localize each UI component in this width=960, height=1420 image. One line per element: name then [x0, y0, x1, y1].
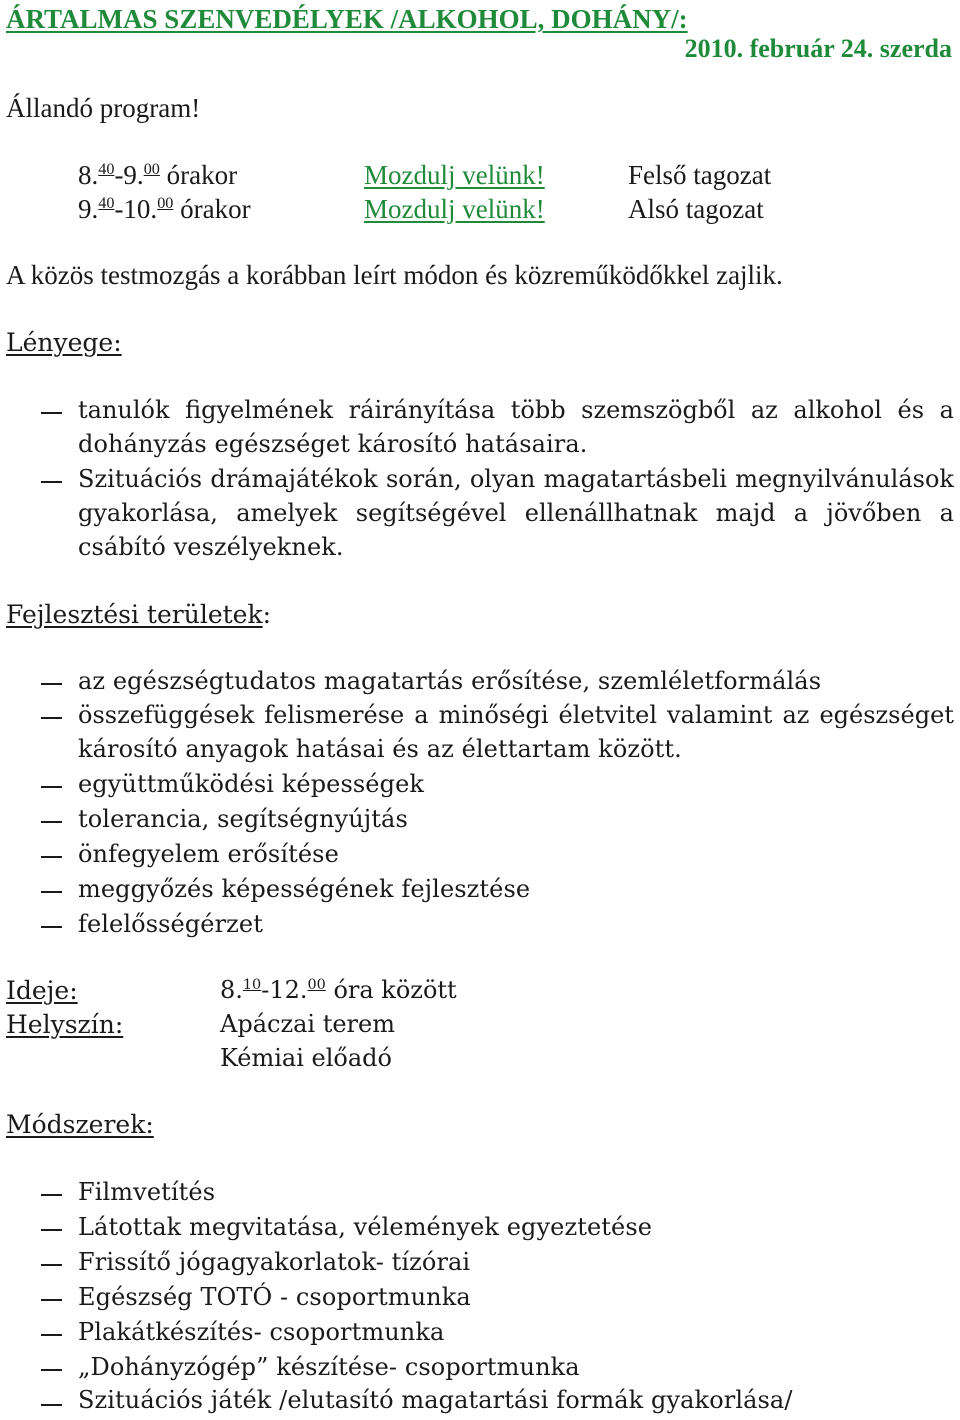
essence-heading: Lényege:	[6, 328, 122, 357]
methods-item: Egészség TOTÓ - csoportmunka	[78, 1283, 471, 1311]
location-line-1: Apáczai terem	[220, 1010, 395, 1038]
methods-item: „Dohányzógép” készítése- csoportmunka	[78, 1353, 580, 1381]
development-item-1: az egészségtudatos magatartás erősítése, szemléletformálás	[78, 667, 822, 695]
development-item: tolerancia, segítségnyújtás	[78, 805, 408, 833]
development-item: együttműködési képességek	[78, 770, 425, 798]
dash-bullet	[41, 1229, 62, 1231]
standing-program-label: Állandó program!	[6, 93, 201, 123]
dash-bullet	[41, 481, 62, 483]
development-item-2-line-1: összefüggések felismerése a minőségi életvitel valamint az egészséget	[78, 701, 954, 729]
development-heading: Fejlesztési területek:	[6, 600, 272, 629]
schedule-activity-link-1[interactable]: Mozdulj velünk!	[364, 160, 545, 190]
dash-bullet	[41, 821, 62, 823]
development-item: meggyőzés képességének fejlesztése	[78, 875, 531, 903]
dash-bullet	[41, 891, 62, 893]
dash-bullet	[41, 926, 62, 928]
dash-bullet	[41, 786, 62, 788]
dash-bullet	[41, 1299, 62, 1301]
essence-item-1-line-1: tanulók figyelmének ráirányítása több szemszögből az alkohol és a	[78, 396, 954, 424]
dash-bullet	[41, 683, 62, 685]
methods-item: Filmvetítés	[78, 1178, 216, 1206]
dash-bullet	[41, 717, 62, 719]
time-label: Ideje:	[6, 976, 78, 1005]
schedule-time-2: 9.40-10.00 órakor	[78, 194, 251, 224]
methods-item: Plakátkészítés- csoportmunka	[78, 1318, 445, 1346]
dash-bullet	[41, 1334, 62, 1336]
location-line-2: Kémiai előadó	[220, 1044, 392, 1072]
essence-item-1-line-2: dohányzás egészséget károsító hatásaira.	[78, 430, 588, 458]
dash-bullet	[41, 1194, 62, 1196]
essence-item-2-line-2: gyakorlása, amelyek segítségével ellenállhatnak majd a jövőben a	[78, 499, 954, 527]
methods-item: Látottak megvitatása, vélemények egyeztetése	[78, 1213, 653, 1241]
time-value: 8.10-12.00 óra között	[220, 976, 457, 1004]
dash-bullet	[41, 856, 62, 858]
schedule-group-1: Felső tagozat	[628, 160, 772, 190]
methods-item: Frissítő jógagyakorlatok- tízórai	[78, 1248, 471, 1276]
dash-bullet	[41, 412, 62, 414]
dash-bullet	[41, 1404, 62, 1406]
essence-item-2-line-3: csábító veszélyeknek.	[78, 533, 344, 561]
methods-heading: Módszerek:	[6, 1110, 154, 1139]
page-title: ÁRTALMAS SZENVEDÉLYEK /ALKOHOL, DOHÁNY/:	[6, 4, 688, 34]
development-item: felelősségérzet	[78, 910, 263, 938]
event-date: 2010. február 24. szerda	[684, 34, 952, 63]
dash-bullet	[41, 1264, 62, 1266]
schedule-activity-link-2[interactable]: Mozdulj velünk!	[364, 194, 545, 224]
dash-bullet	[41, 1369, 62, 1371]
location-label: Helyszín:	[6, 1010, 124, 1039]
schedule-time-1: 8.40-9.00 órakor	[78, 160, 238, 190]
development-item-2-line-2: károsító anyagok hatásai és az élettartam között.	[78, 735, 682, 763]
methods-item: Szituációs játék /elutasító magatartási formák gyakorlása/	[78, 1386, 793, 1414]
schedule-group-2: Alsó tagozat	[628, 194, 764, 224]
together-note: A közös testmozgás a korábban leírt módon és közreműködőkkel zajlik.	[6, 260, 783, 290]
essence-item-2-line-1: Szituációs drámajátékok során, olyan magatartásbeli megnyilvánulások	[78, 465, 954, 493]
development-item: önfegyelem erősítése	[78, 840, 339, 868]
